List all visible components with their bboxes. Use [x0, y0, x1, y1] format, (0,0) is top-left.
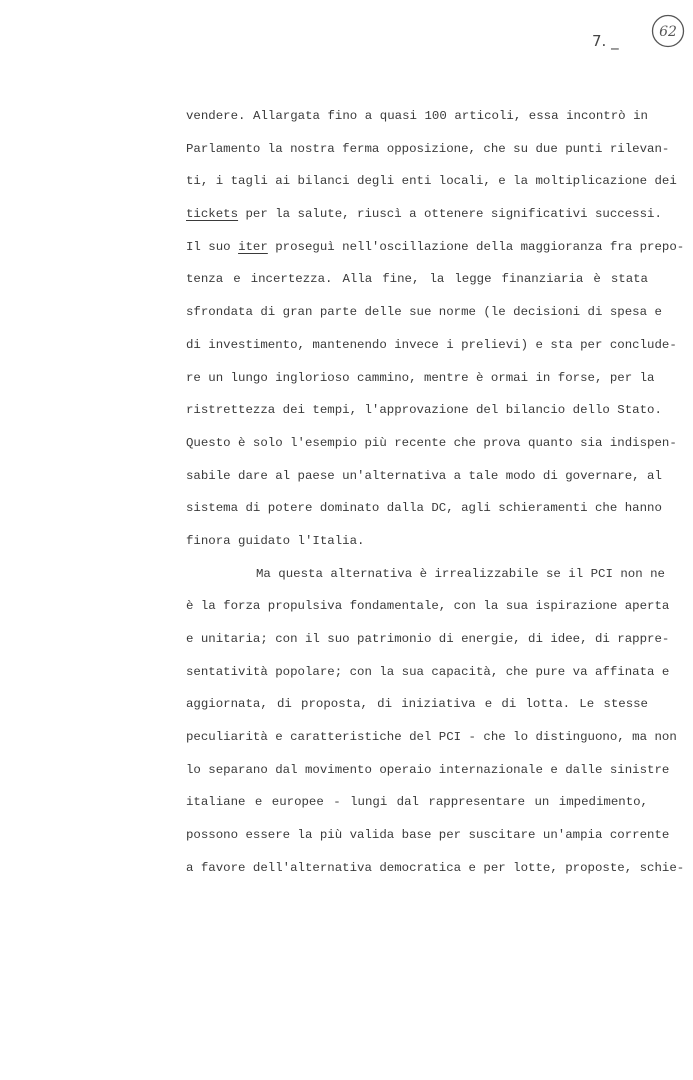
archive-stamp — [650, 13, 686, 49]
text-line: Ma questa alternativa è irrealizzabile se il PCI non ne — [256, 566, 665, 581]
page-number: 7. _ — [592, 32, 619, 50]
text-line: peculiarità e caratteristiche del PCI - che lo distinguono, ma non — [186, 730, 677, 745]
text-line-post: per la salute, riuscì a ottenere significativi successi. — [238, 207, 662, 222]
text-line: a favore dell'alternativa democratica e per lotte, proposte, schie- — [186, 860, 685, 875]
stamp-text: 62 — [659, 24, 677, 40]
text-line-post: proseguì nell'oscillazione della maggioranza fra prepo- — [267, 239, 685, 254]
text-line: italiane e europee - lungi dal rappresentare un impedimento, — [186, 795, 648, 810]
underlined-word: tickets — [186, 207, 239, 222]
text-line: finora guidato l'Italia. — [186, 533, 365, 548]
text-line: Questo è solo l'esempio più recente che prova quanto sia indispen- — [186, 435, 677, 450]
body-text — [186, 100, 685, 885]
text-line: sistema di potere dominato dalla DC, agli schieramenti che hanno — [186, 501, 662, 516]
text-line: ristrettezza dei tempi, l'approvazione del bilancio dello Stato. — [186, 403, 662, 418]
text-line: e unitaria; con il suo patrimonio di energie, di idee, di rappre- — [186, 632, 670, 646]
text-line — [186, 198, 662, 231]
underlined-word: iter — [238, 239, 268, 254]
text-line — [186, 231, 685, 264]
text-line: possono essere la più valida base per suscitare un'ampia corrente — [186, 828, 670, 843]
text-line: lo separano dal movimento operaio internazionale e dalle sinistre — [186, 762, 670, 777]
text-line: sentatività popolare; con la sua capacità, che pure va affinata e — [186, 664, 670, 679]
text-line: è la forza propulsiva fondamentale, con la sua ispirazione aperta — [186, 599, 670, 614]
text-line-pre: Il suo — [186, 239, 239, 254]
text-line: di investimento, mantenendo invece i prelievi) e sta per conclude- — [186, 337, 677, 352]
text-line: ti, i tagli ai bilanci degli enti locali, e la moltiplicazione dei — [186, 174, 677, 189]
text-line: vendere. Allargata fino a quasi 100 articoli, essa incontrò in — [186, 109, 648, 123]
text-line: tenza e incertezza. Alla fine, la legge finanziaria è stata — [186, 272, 648, 287]
text-line: sabile dare al paese un'alternativa a tale modo di governare, al — [186, 468, 662, 483]
text-line: Parlamento la nostra ferma opposizione, che su due punti rilevan- — [186, 141, 670, 156]
text-line: sfrondata di gran parte delle sue norme (le decisioni di spesa e — [186, 305, 662, 320]
text-line: re un lungo inglorioso cammino, mentre è ormai in forse, per la — [186, 370, 655, 385]
text-line: aggiornata, di proposta, di iniziativa e di lotta. Le stesse — [186, 697, 648, 712]
